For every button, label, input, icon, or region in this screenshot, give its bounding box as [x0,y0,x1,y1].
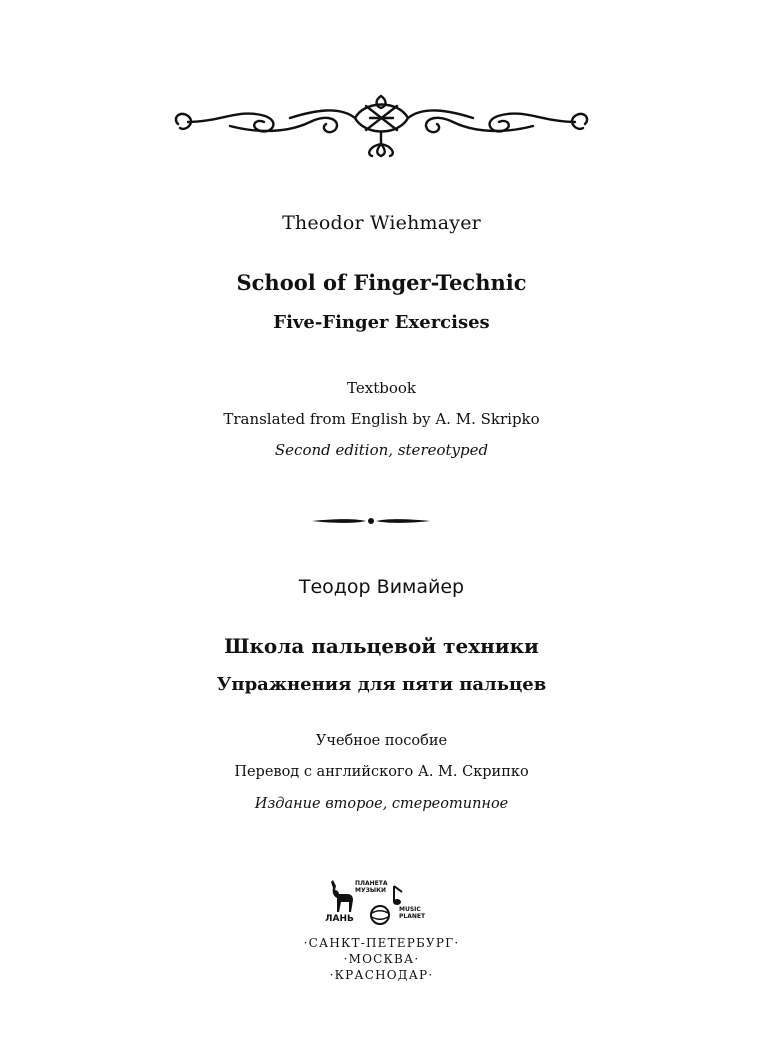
english-book-type: Textbook [347,379,416,397]
english-subtitle: Five-Finger Exercises [273,312,490,333]
ornament-top [170,92,593,162]
deer-icon [327,878,357,914]
music-planet-icon [369,904,391,926]
russian-author: Теодор Вимайер [298,576,465,598]
city-line: ·КРАСНОДАР· [329,968,434,982]
english-title: School of Finger-Technic [236,270,527,295]
planet-label-1: ПЛАНЕТА [355,880,388,887]
russian-edition: Издание второе, стереотипное [254,796,509,812]
english-edition: Second edition, stereotyped [274,441,489,459]
russian-book-type: Учебное пособие [315,733,448,749]
russian-subtitle: Упражнения для пяти пальцев [216,674,547,695]
planet-label-2: МУЗЫКИ [355,887,387,894]
music-label-2: PLANET [399,913,426,920]
music-label-1: MUSIC [399,906,421,913]
city-line: ·САНКТ-ПЕТЕРБУРГ· [303,936,460,950]
english-author: Theodor Wiehmayer [282,212,481,234]
english-translation-credit: Translated from English by A. M. Skripko [223,410,540,428]
russian-translation-credit: Перевод с английского А. М. Скрипко [234,764,529,780]
music-note-icon [391,884,405,906]
city-line: ·МОСКВА· [343,952,420,966]
publisher-logo [325,878,435,930]
lan-label: ЛАНЬ [325,914,354,924]
divider-ornament [310,514,432,528]
russian-title: Школа пальцевой техники [224,634,539,658]
